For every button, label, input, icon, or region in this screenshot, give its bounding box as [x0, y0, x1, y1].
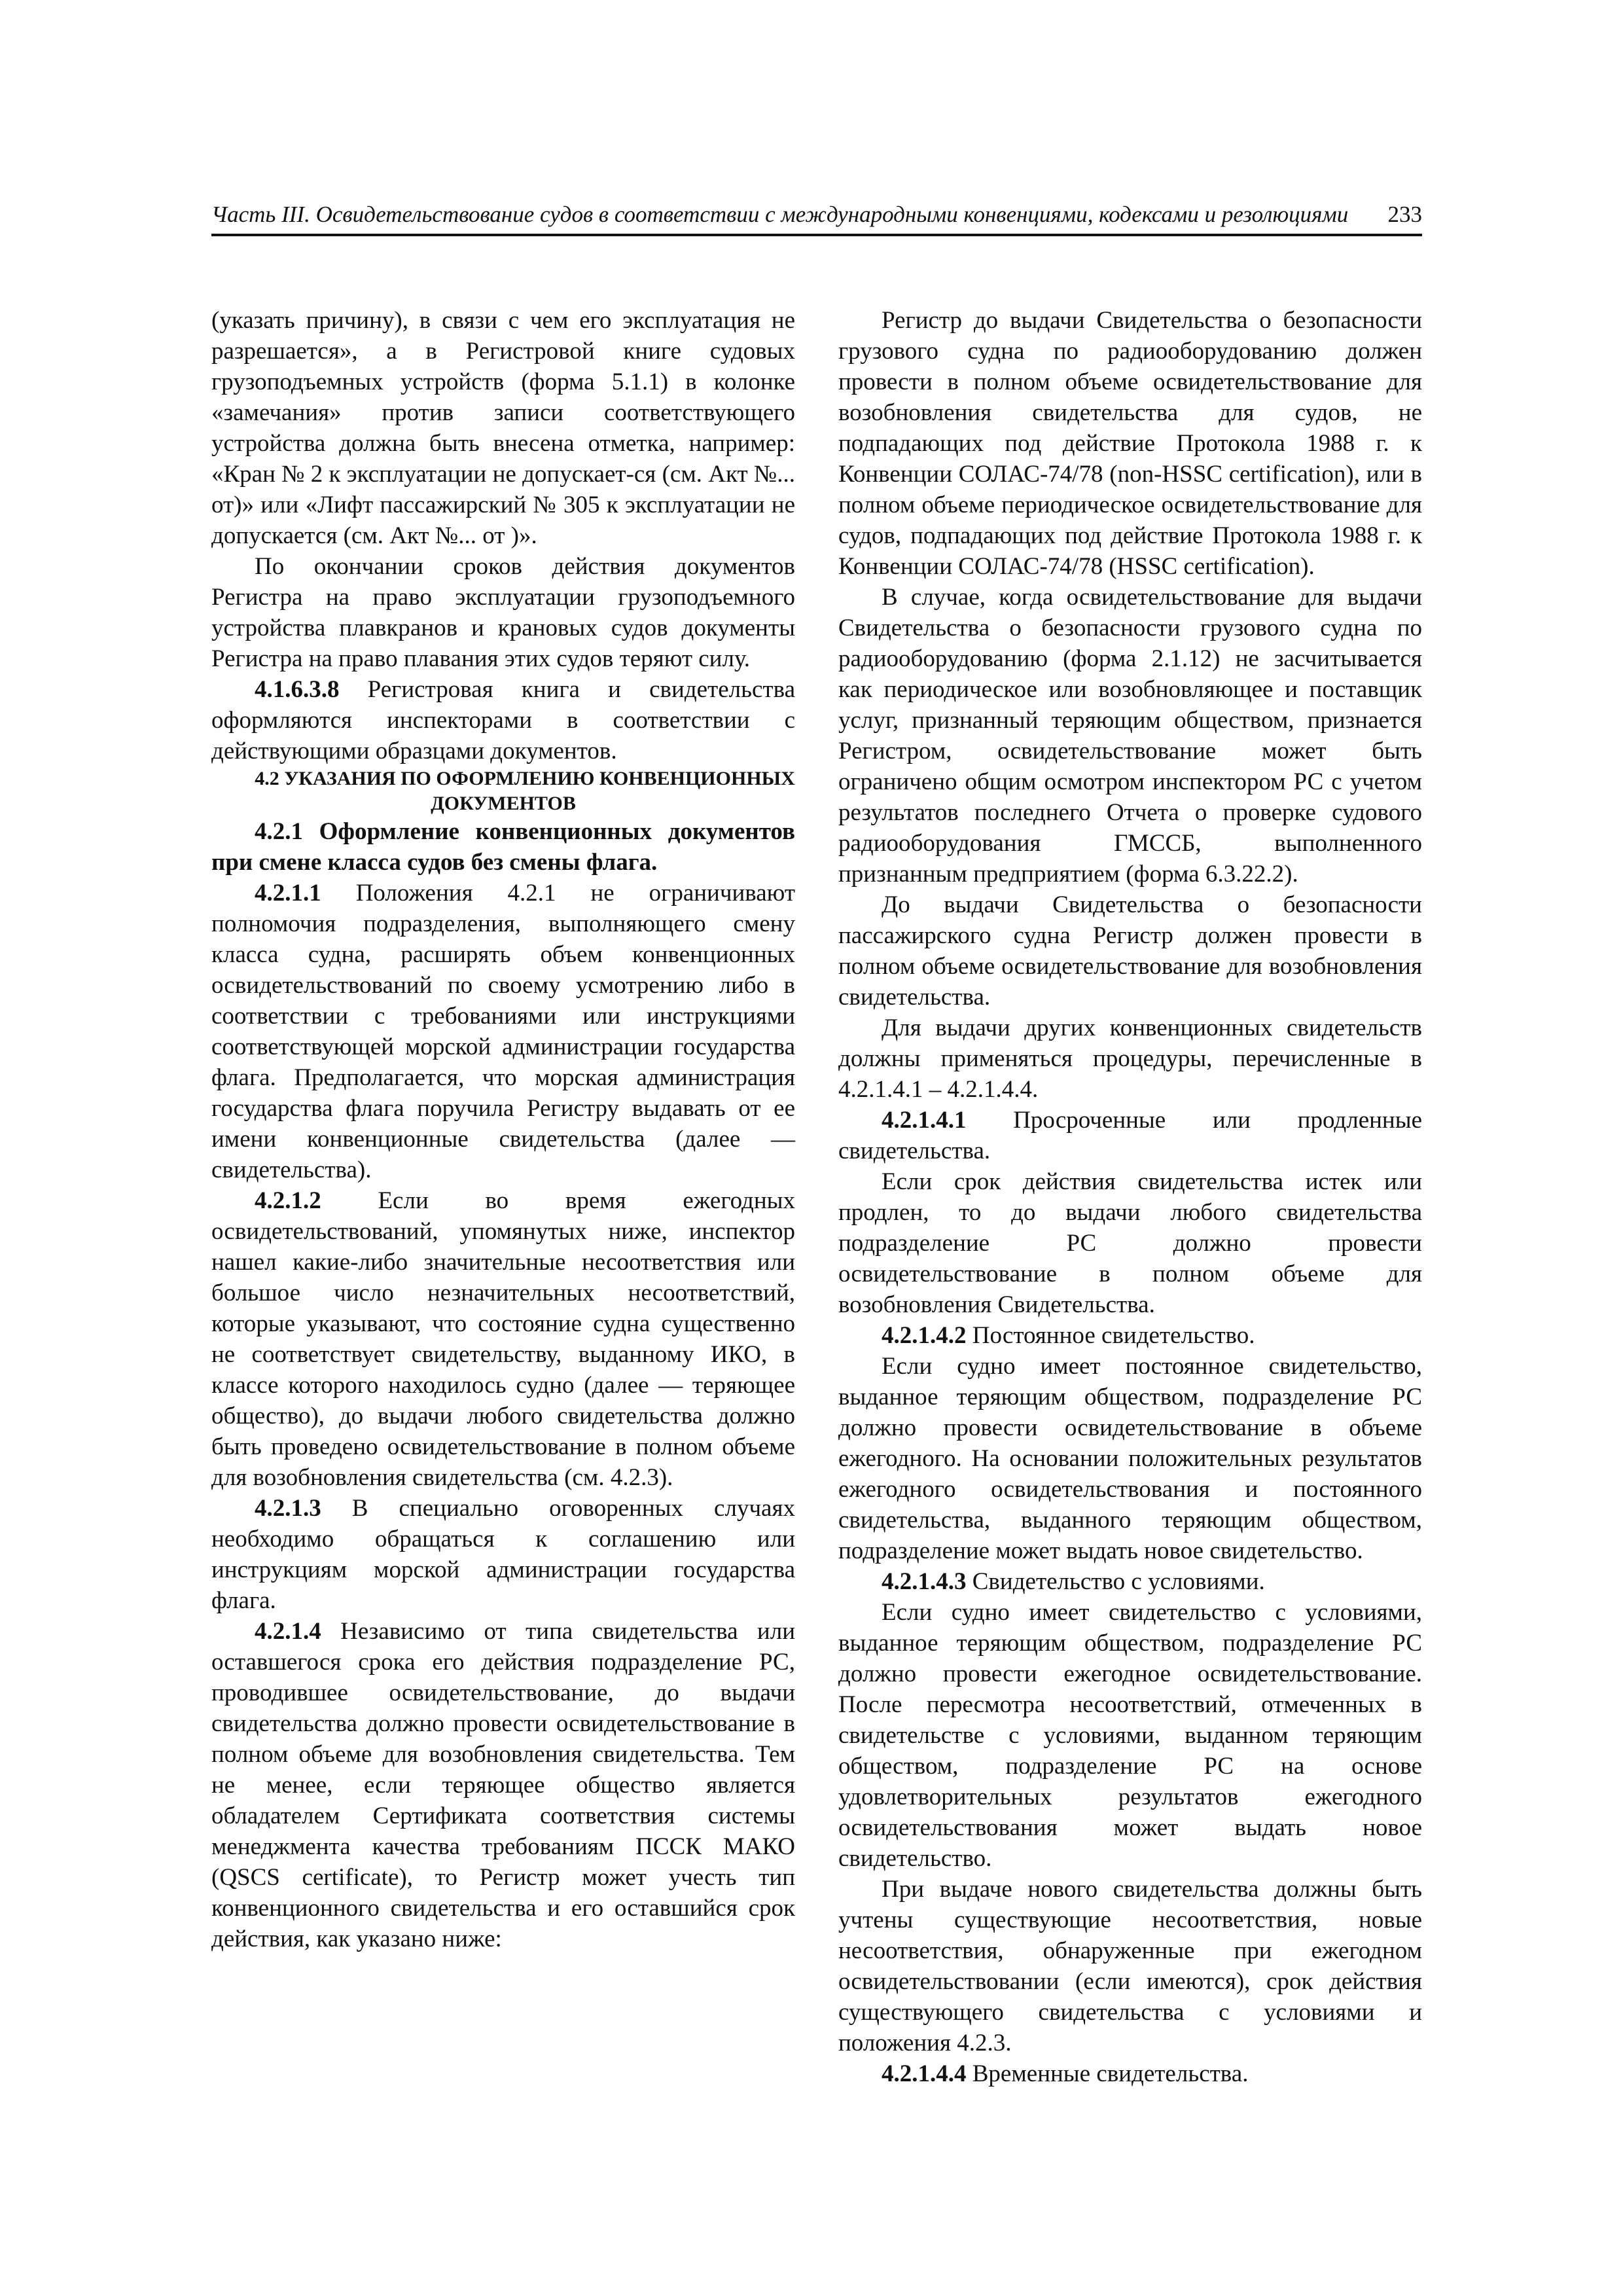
- clause-text: Регистровая книга и свидетельства оформляются инспекторами в соответствии с действующими образцами документов.: [211, 676, 795, 764]
- subsection-heading: 4.2.1 Оформление конвенционных документов при смене класса судов без смены флага.: [211, 818, 795, 876]
- paragraph: [838, 1105, 1422, 1166]
- clause-text: Постоянное свидетельство.: [966, 1322, 1255, 1349]
- clause-number: 4.2.1.4.2: [882, 1322, 967, 1349]
- clause-number: 4.2.1.4: [255, 1618, 321, 1645]
- paragraph: Если судно имеет постоянное свидетельство, выданное теряющим обществом, подразделение РС должно провести освидетельствование в объеме ежегодного. На основании положительных результатов ежегодного освидетельствования и постоянного свидетельства, выданного теряющим обществом, подразделение может выдать новое свидетельство.: [838, 1353, 1422, 1564]
- paragraph: [211, 1493, 795, 1616]
- clause-number: 4.2.1.4.4: [882, 2060, 967, 2087]
- paragraph: [838, 2058, 1422, 2089]
- clause-number: 4.1.6.3.8: [255, 676, 340, 703]
- paragraph: Если судно имеет свидетельство с условиями, выданное теряющим обществом, подразделение РС должно провести ежегодное освидетельствование. После пересмотра несоответствий, отмеченных в свидетельстве с условиями, выданном теряющим обществом, подразделение РС на основе удовлетворительных результатов ежегодного освидетельствования может выдать новое свидетельство.: [838, 1599, 1422, 1872]
- paragraph: Для выдачи других конвенционных свидетельств должны применяться процедуры, перечисленные в 4.2.1.4.1 – 4.2.1.4.4.: [838, 1014, 1422, 1103]
- paragraph: В случае, когда освидетельствование для выдачи Свидетельства о безопасности грузового судна по радиооборудованию (форма 2.1.12) не засчитывается как периодическое или возобновляющее и поставщик услуг, признанный теряющим обществом, признается Регистром, освидетельствование может быть ограничено общим осмотром инспектором РС с учетом результатов последнего Отчета о проверке судового радиооборудования ГМССБ, выполненного признанным предприятием (форма 6.3.22.2).: [838, 584, 1422, 888]
- clause-number: 4.2.1.2: [255, 1187, 321, 1214]
- clause-text: Свидетельство с условиями.: [966, 1568, 1265, 1595]
- paragraph: (указать причину), в связи с чем его эксплуатация не разрешается», а в Регистровой книге судовых грузоподъемных устройств (форма 5.1.1) в колонке «замечания» против записи соответствующего устройства должна быть внесена отметка, например: «Кран № 2 к эксплуатации не допускает-ся (см. Акт №... от)» или «Лифт пассажирский № 305 к эксплуатации не допускается (см. Акт №... от )».: [211, 307, 795, 549]
- paragraph: [211, 674, 795, 766]
- paragraph: При выдаче нового свидетельства должны быть учтены существующие несоответствия, новые несоответствия, обнаруженные при ежегодном освидетельствовании (если имеются), срок действия существующего свидетельства с условиями и положения 4.2.3.: [838, 1876, 1422, 2056]
- paragraph: До выдачи Свидетельства о безопасности пассажирского судна Регистр должен провести в полном объеме освидетельствование для возобновления свидетельства.: [838, 891, 1422, 1011]
- clause-text: Положения 4.2.1 не ограничивают полномочия подразделения, выполняющего смену класса судна, расширять объем конвенционных освидетельствований по своему усмотрению либо в соответствии с требованиями или инструкциями соответствующей морской администрации государства флага. Предполагается, что морская администрация государства флага поручила Регистру выдавать от ее имени конвенционные свидетельства (далее — свидетельства).: [211, 880, 795, 1183]
- paragraph: [211, 1185, 795, 1493]
- left-column: [211, 305, 795, 1954]
- paragraph: Если срок действия свидетельства истек или продлен, то до выдачи любого свидетельства подразделение РС должно провести освидетельствование в полном объеме для возобновления Свидетельства.: [838, 1168, 1422, 1318]
- paragraph: [211, 1616, 795, 1954]
- clause-text: В специально оговоренных случаях необходимо обращаться к соглашению или инструкциям морской администрации государства флага.: [211, 1495, 795, 1614]
- clause-number: 4.2.1.4.3: [882, 1568, 967, 1595]
- clause-number: 4.2.1.4.1: [882, 1107, 967, 1134]
- clause-text: Независимо от типа свидетельства или оставшегося срока его действия подразделение РС, проводившее освидетельствование, до выдачи свидетельства должно провести освидетельствование в полном объеме для возобновления свидетельства. Тем не менее, если теряющее общество является обладателем Сертификата соответствия системы менеджмента качества требованиям ПССК МАКО (QSCS certificate), то Регистр может учесть тип конвенционного свидетельства и его оставшийся срок действия, как указано ниже:: [211, 1618, 795, 1952]
- clause-number: 4.2.1.1: [255, 880, 321, 906]
- running-header: [211, 200, 1422, 236]
- clause-text: Временные свидетельства.: [966, 2060, 1249, 2087]
- clause-text: Просроченные или продленные свидетельства.: [838, 1107, 1422, 1164]
- clause-number: 4.2.1.3: [255, 1495, 321, 1522]
- paragraph: По окончании сроков действия документов Регистра на право эксплуатации грузоподъемного устройства плавкранов и крановых судов документы Регистра на право плавания этих судов теряют силу.: [211, 553, 795, 672]
- paragraph: [838, 1566, 1422, 1597]
- clause-text: Если во время ежегодных освидетельствований, упомянутых ниже, инспектор нашел какие-либо значительные несоответствия или большое число незначительных несоответствий, которые указывают, что состояние судна существенно не соответствует свидетельству, выданному ИКО, в классе которого находилось судно (далее — теряющее общество), до выдачи любого свидетельства должно быть проведено освидетельствование в полном объеме для возобновления свидетельства (см. 4.2.3).: [211, 1187, 795, 1491]
- paragraph: [211, 878, 795, 1185]
- paragraph: [838, 1320, 1422, 1351]
- paragraph: Регистр до выдачи Свидетельства о безопасности грузового судна по радиооборудованию должен провести в полном объеме освидетельствование для возобновления свидетельства для судов, не подпадающих под действие Протокола 1988 г. к Конвенции СОЛАС-74/78 (non-HSSC certification), или в полном объеме периодическое освидетельствование для судов, подпадающих под действие Протокола 1988 г. к Конвенции СОЛАС-74/78 (HSSC certification).: [838, 307, 1422, 580]
- running-title: Часть III. Освидетельствование судов в соответствии с международными конвенциями, кодексами и резолюциями: [211, 202, 1349, 227]
- right-column: [838, 305, 1422, 2089]
- page-number: 233: [1387, 202, 1422, 227]
- section-title: 4.2 УКАЗАНИЯ ПО ОФОРМЛЕНИЮ КОНВЕНЦИОННЫХ ДОКУМЕНТОВ: [255, 768, 795, 814]
